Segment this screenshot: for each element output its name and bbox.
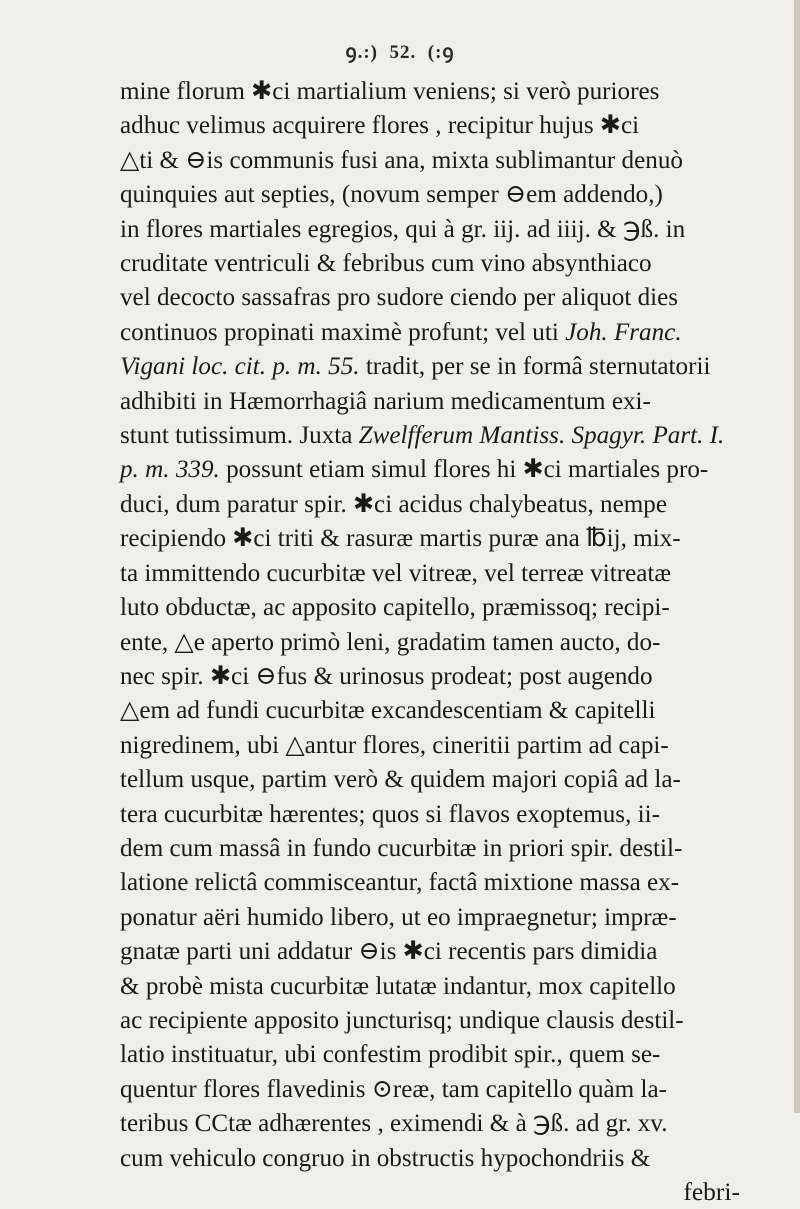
text-segment: vel decocto sassafras pro sudore ciendo per aliquot dies — [120, 282, 679, 312]
text-segment: cum vehiculo congruo in obstructis hypochondriis & — [120, 1142, 651, 1172]
text-line — [120, 900, 780, 934]
text-segment: continuos propinati maximè profunt; vel uti — [120, 316, 566, 346]
text-segment: quentur flores flavedinis ⊙reæ, tam capitello quàm la- — [120, 1073, 668, 1103]
italic-citation: Zwelfferum Mantiss. Spagyr. Part. I. — [358, 420, 725, 450]
text-segment: adhibiti in Hæmorrhagiâ narium medicamentum exi- — [120, 385, 651, 415]
text-segment: stunt tutissimum. Juxta — [120, 420, 359, 450]
page-edge-shadow — [794, 0, 800, 1113]
text-segment: ta immittendo cucurbitæ vel vitreæ, vel terreæ vitreatæ — [120, 557, 672, 587]
text-segment: ac recipiente apposito juncturisq; undique clausis destil- — [120, 1004, 684, 1034]
text-segment: △em ad fundi cucurbitæ excandescentiam & capitelli — [120, 695, 656, 725]
text-line — [120, 177, 780, 211]
body-text — [120, 74, 790, 1209]
text-line — [120, 212, 780, 246]
text-segment: in flores martiales egregios, qui à gr. iij. ad iiij. & ℈ß. in — [120, 213, 686, 243]
text-segment: tera cucurbitæ hærentes; quos si flavos exoptemus, ii- — [120, 798, 660, 828]
text-line — [120, 521, 780, 555]
italic-citation: Joh. Franc. — [565, 316, 682, 346]
text-segment: ponatur aëri humido libero, ut eo impraegnetur; impræ- — [120, 901, 677, 931]
text-line — [120, 1106, 780, 1140]
text-line — [120, 693, 780, 727]
text-segment: gnatæ parti uni addatur ⊖is ✱ci recentis pars dimidia — [120, 936, 658, 966]
text-line — [120, 556, 780, 590]
text-segment: duci, dum paratur spir. ✱ci acidus chalybeatus, nempe — [120, 488, 668, 518]
running-header — [0, 38, 800, 64]
text-line — [120, 108, 780, 142]
text-segment: △ti & ⊖is communis fusi ana, mixta sublimantur denuò — [120, 144, 683, 174]
text-line — [120, 1072, 780, 1106]
text-segment: nec spir. ✱ci ⊖fus & urinosus prodeat; post augendo — [120, 660, 653, 690]
text-segment: luto obductæ, ac apposito capitello, præmissoq; recipi- — [120, 592, 670, 622]
text-line — [120, 659, 780, 693]
header-ornament-left: ꝯ.:) — [345, 42, 378, 63]
header-ornament-right: (:ꝯ — [427, 42, 455, 63]
text-segment: recipiendo ✱ci triti & rasuræ martis puræ ana ℔ij, mix- — [120, 523, 681, 553]
text-line — [120, 831, 780, 865]
text-line — [120, 1175, 740, 1209]
text-segment: febri- — [683, 1177, 740, 1206]
text-segment: possunt etiam simul flores hi ✱ci martiales pro- — [219, 454, 709, 484]
text-line — [120, 315, 780, 349]
text-segment: dem cum massâ in fundo cucurbitæ in priori spir. destil- — [120, 832, 683, 862]
text-line — [120, 1003, 780, 1037]
text-segment: latio instituatur, ubi confestim prodibit spir., quem se- — [120, 1039, 661, 1069]
text-line — [120, 969, 780, 1003]
text-segment: tradit, per se in formâ sternutatorii — [359, 351, 711, 381]
page-number: 52. — [389, 42, 417, 63]
text-line — [120, 74, 780, 108]
text-segment: cruditate ventriculi & febribus cum vino absynthiaco — [120, 248, 652, 278]
text-line — [120, 349, 780, 383]
text-line — [120, 1037, 780, 1071]
text-line — [120, 1141, 780, 1175]
text-line — [120, 865, 780, 899]
text-line — [120, 418, 780, 452]
italic-citation: Vigani loc. cit. p. m. 55. — [120, 351, 360, 381]
text-line — [120, 246, 780, 280]
text-line — [120, 728, 780, 762]
text-line — [120, 590, 780, 624]
text-line — [120, 762, 780, 796]
text-segment: quinquies aut septies, (novum semper ⊖em addendo,) — [120, 179, 663, 209]
text-line — [120, 797, 780, 831]
text-line — [120, 384, 780, 418]
text-line — [120, 625, 780, 659]
text-line — [120, 487, 780, 521]
text-line — [120, 280, 780, 314]
italic-citation: p. m. 339. — [120, 454, 220, 484]
text-segment: & probè mista cucurbitæ lutatæ indantur, mox capitello — [120, 970, 676, 1000]
text-segment: ente, △e aperto primò leni, gradatim tamen aucto, do- — [120, 626, 661, 656]
text-line — [120, 934, 780, 968]
text-line — [120, 452, 780, 486]
text-segment: nigredinem, ubi △antur flores, cineritii partim ad capi- — [120, 729, 669, 759]
text-segment: adhuc velimus acquirere flores , recipitur hujus ✱ci — [120, 110, 640, 140]
text-segment: teribus CCtæ adhærentes , eximendi & à ℈ß. ad gr. xv. — [120, 1108, 668, 1138]
text-line — [120, 143, 780, 177]
text-segment: mine florum ✱ci martialium veniens; si verò puriores — [120, 76, 660, 105]
text-segment: tellum usque, partim verò & quidem majori copiâ ad la- — [120, 764, 681, 794]
text-segment: latione relictâ commisceantur, factâ mixtione massa ex- — [120, 867, 680, 897]
